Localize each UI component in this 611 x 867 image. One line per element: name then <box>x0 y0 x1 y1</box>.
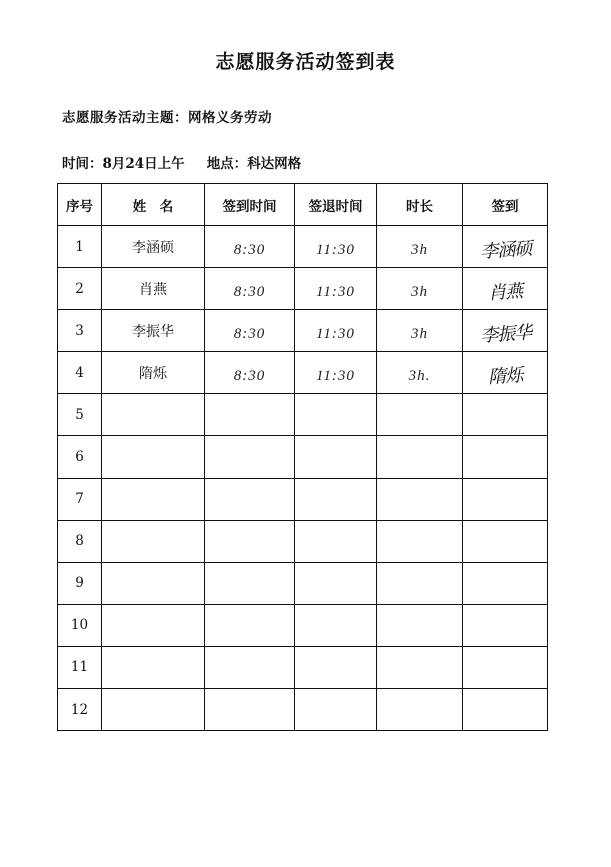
row-checkin-time: 8:30 <box>233 242 266 259</box>
row-signature-cell <box>463 310 548 352</box>
row-checkin-time-cell <box>205 226 295 268</box>
row-name-cell <box>102 226 205 268</box>
row-seq: 4 <box>75 364 84 381</box>
row-checkout-time-cell <box>295 310 377 352</box>
row-duration: 3h <box>411 284 428 301</box>
row-name-cell <box>102 268 205 310</box>
row-signature-cell <box>463 520 548 562</box>
row-signature: 隋烁 <box>487 364 523 388</box>
row-signature-cell <box>463 268 548 310</box>
row-checkin-time-cell <box>205 689 295 731</box>
header-checkin: 签到时间 <box>205 184 295 226</box>
time-label: 时间： <box>62 156 103 172</box>
row-duration: 3h. <box>408 368 431 385</box>
row-duration-cell <box>377 689 463 731</box>
row-seq: 9 <box>75 575 84 592</box>
row-signature-cell <box>463 562 548 604</box>
row-seq: 5 <box>75 406 84 423</box>
activity-theme <box>62 106 272 126</box>
row-checkin-time-cell <box>205 394 295 436</box>
row-checkout-time: 11:30 <box>316 284 355 301</box>
row-name-cell <box>102 520 205 562</box>
row-checkin-time: 8:30 <box>233 368 266 385</box>
row-seq: 12 <box>70 701 89 718</box>
row-checkout-time: 11:30 <box>316 242 355 259</box>
row-checkin-time-cell <box>205 310 295 352</box>
table-row <box>58 646 548 688</box>
location-label: 地点： <box>206 156 248 172</box>
row-checkout-time-cell <box>295 478 377 520</box>
row-seq: 11 <box>70 659 89 676</box>
table-row <box>58 478 548 520</box>
row-seq-cell <box>58 268 102 310</box>
row-name: 隋烁 <box>139 365 167 382</box>
table-body <box>58 226 548 731</box>
row-seq-cell <box>58 226 102 268</box>
row-signature-cell <box>463 646 548 688</box>
row-checkout-time-cell <box>295 562 377 604</box>
row-seq-cell <box>58 520 102 562</box>
table-row <box>58 562 548 604</box>
table-row <box>58 436 548 478</box>
row-checkin-time-cell <box>205 352 295 394</box>
header-name: 姓 名 <box>102 184 205 226</box>
row-duration-cell <box>377 520 463 562</box>
row-checkout-time-cell <box>295 689 377 731</box>
row-name-cell <box>102 394 205 436</box>
row-name-cell <box>102 689 205 731</box>
row-duration-cell <box>377 478 463 520</box>
row-duration-cell <box>377 226 463 268</box>
row-name-cell <box>102 310 205 352</box>
signin-table <box>57 183 548 731</box>
row-duration-cell <box>377 352 463 394</box>
row-checkout-time-cell <box>295 268 377 310</box>
time-value: 8月24日上午 <box>102 156 185 172</box>
row-seq: 2 <box>75 280 84 297</box>
row-seq-cell <box>58 604 102 646</box>
row-name-cell <box>102 646 205 688</box>
row-seq: 1 <box>75 238 84 255</box>
row-seq: 8 <box>75 533 84 550</box>
row-checkout-time-cell <box>295 394 377 436</box>
row-seq: 7 <box>75 491 84 508</box>
row-signature: 李振华 <box>479 321 532 347</box>
row-checkin-time-cell <box>205 436 295 478</box>
row-seq-cell <box>58 394 102 436</box>
row-duration-cell <box>377 268 463 310</box>
row-signature-cell <box>463 478 548 520</box>
row-seq-cell <box>58 689 102 731</box>
row-checkout-time-cell <box>295 436 377 478</box>
table-row <box>58 352 548 394</box>
time-location-line <box>62 152 301 172</box>
theme-value: 网格义务劳动 <box>188 110 272 126</box>
row-signature: 李涵硕 <box>479 237 532 263</box>
table-row <box>58 604 548 646</box>
row-signature-cell <box>463 689 548 731</box>
table-header-row <box>58 184 548 226</box>
row-name: 李振华 <box>132 323 174 340</box>
row-name: 肖燕 <box>139 281 167 298</box>
row-duration: 3h <box>411 326 428 343</box>
row-signature-cell <box>463 436 548 478</box>
row-name: 李涵硕 <box>132 239 174 256</box>
row-checkout-time: 11:30 <box>316 326 355 343</box>
row-checkout-time-cell <box>295 352 377 394</box>
row-name-cell <box>102 478 205 520</box>
table-row <box>58 520 548 562</box>
table-row <box>58 226 548 268</box>
row-checkin-time: 8:30 <box>233 284 266 301</box>
row-checkin-time-cell <box>205 562 295 604</box>
row-checkout-time-cell <box>295 226 377 268</box>
page-title: 志愿服务活动签到表 <box>215 51 396 73</box>
row-duration-cell <box>377 394 463 436</box>
table-row <box>58 394 548 436</box>
header-checkout: 签退时间 <box>295 184 377 226</box>
row-checkin-time: 8:30 <box>233 326 266 343</box>
row-name-cell <box>102 436 205 478</box>
row-seq-cell <box>58 646 102 688</box>
table-row <box>58 268 548 310</box>
row-checkin-time-cell <box>205 646 295 688</box>
row-duration-cell <box>377 646 463 688</box>
row-duration-cell <box>377 604 463 646</box>
table-row <box>58 310 548 352</box>
row-name-cell <box>102 604 205 646</box>
theme-label: 志愿服务活动主题： <box>62 110 188 126</box>
row-checkin-time-cell <box>205 478 295 520</box>
row-checkout-time-cell <box>295 520 377 562</box>
row-duration-cell <box>377 562 463 604</box>
row-seq: 3 <box>75 322 84 339</box>
row-duration-cell <box>377 310 463 352</box>
row-seq: 6 <box>75 449 84 466</box>
row-duration-cell <box>377 436 463 478</box>
row-signature-cell <box>463 226 548 268</box>
row-checkin-time-cell <box>205 520 295 562</box>
row-seq-cell <box>58 352 102 394</box>
header-signature: 签到 <box>463 184 548 226</box>
location-value: 科达网格 <box>247 156 302 172</box>
row-seq-cell <box>58 562 102 604</box>
row-duration: 3h <box>411 242 428 259</box>
row-signature-cell <box>463 604 548 646</box>
row-signature-cell <box>463 352 548 394</box>
row-checkin-time-cell <box>205 604 295 646</box>
row-checkin-time-cell <box>205 268 295 310</box>
row-signature: 肖燕 <box>487 280 523 304</box>
row-seq: 10 <box>70 617 89 634</box>
header-seq: 序号 <box>58 184 102 226</box>
row-name-cell <box>102 352 205 394</box>
row-seq-cell <box>58 436 102 478</box>
row-seq-cell <box>58 478 102 520</box>
header-duration: 时长 <box>377 184 463 226</box>
row-name-cell <box>102 562 205 604</box>
row-checkout-time-cell <box>295 604 377 646</box>
row-signature-cell <box>463 394 548 436</box>
row-checkout-time: 11:30 <box>316 368 355 385</box>
table-row <box>58 689 548 731</box>
row-checkout-time-cell <box>295 646 377 688</box>
row-seq-cell <box>58 310 102 352</box>
